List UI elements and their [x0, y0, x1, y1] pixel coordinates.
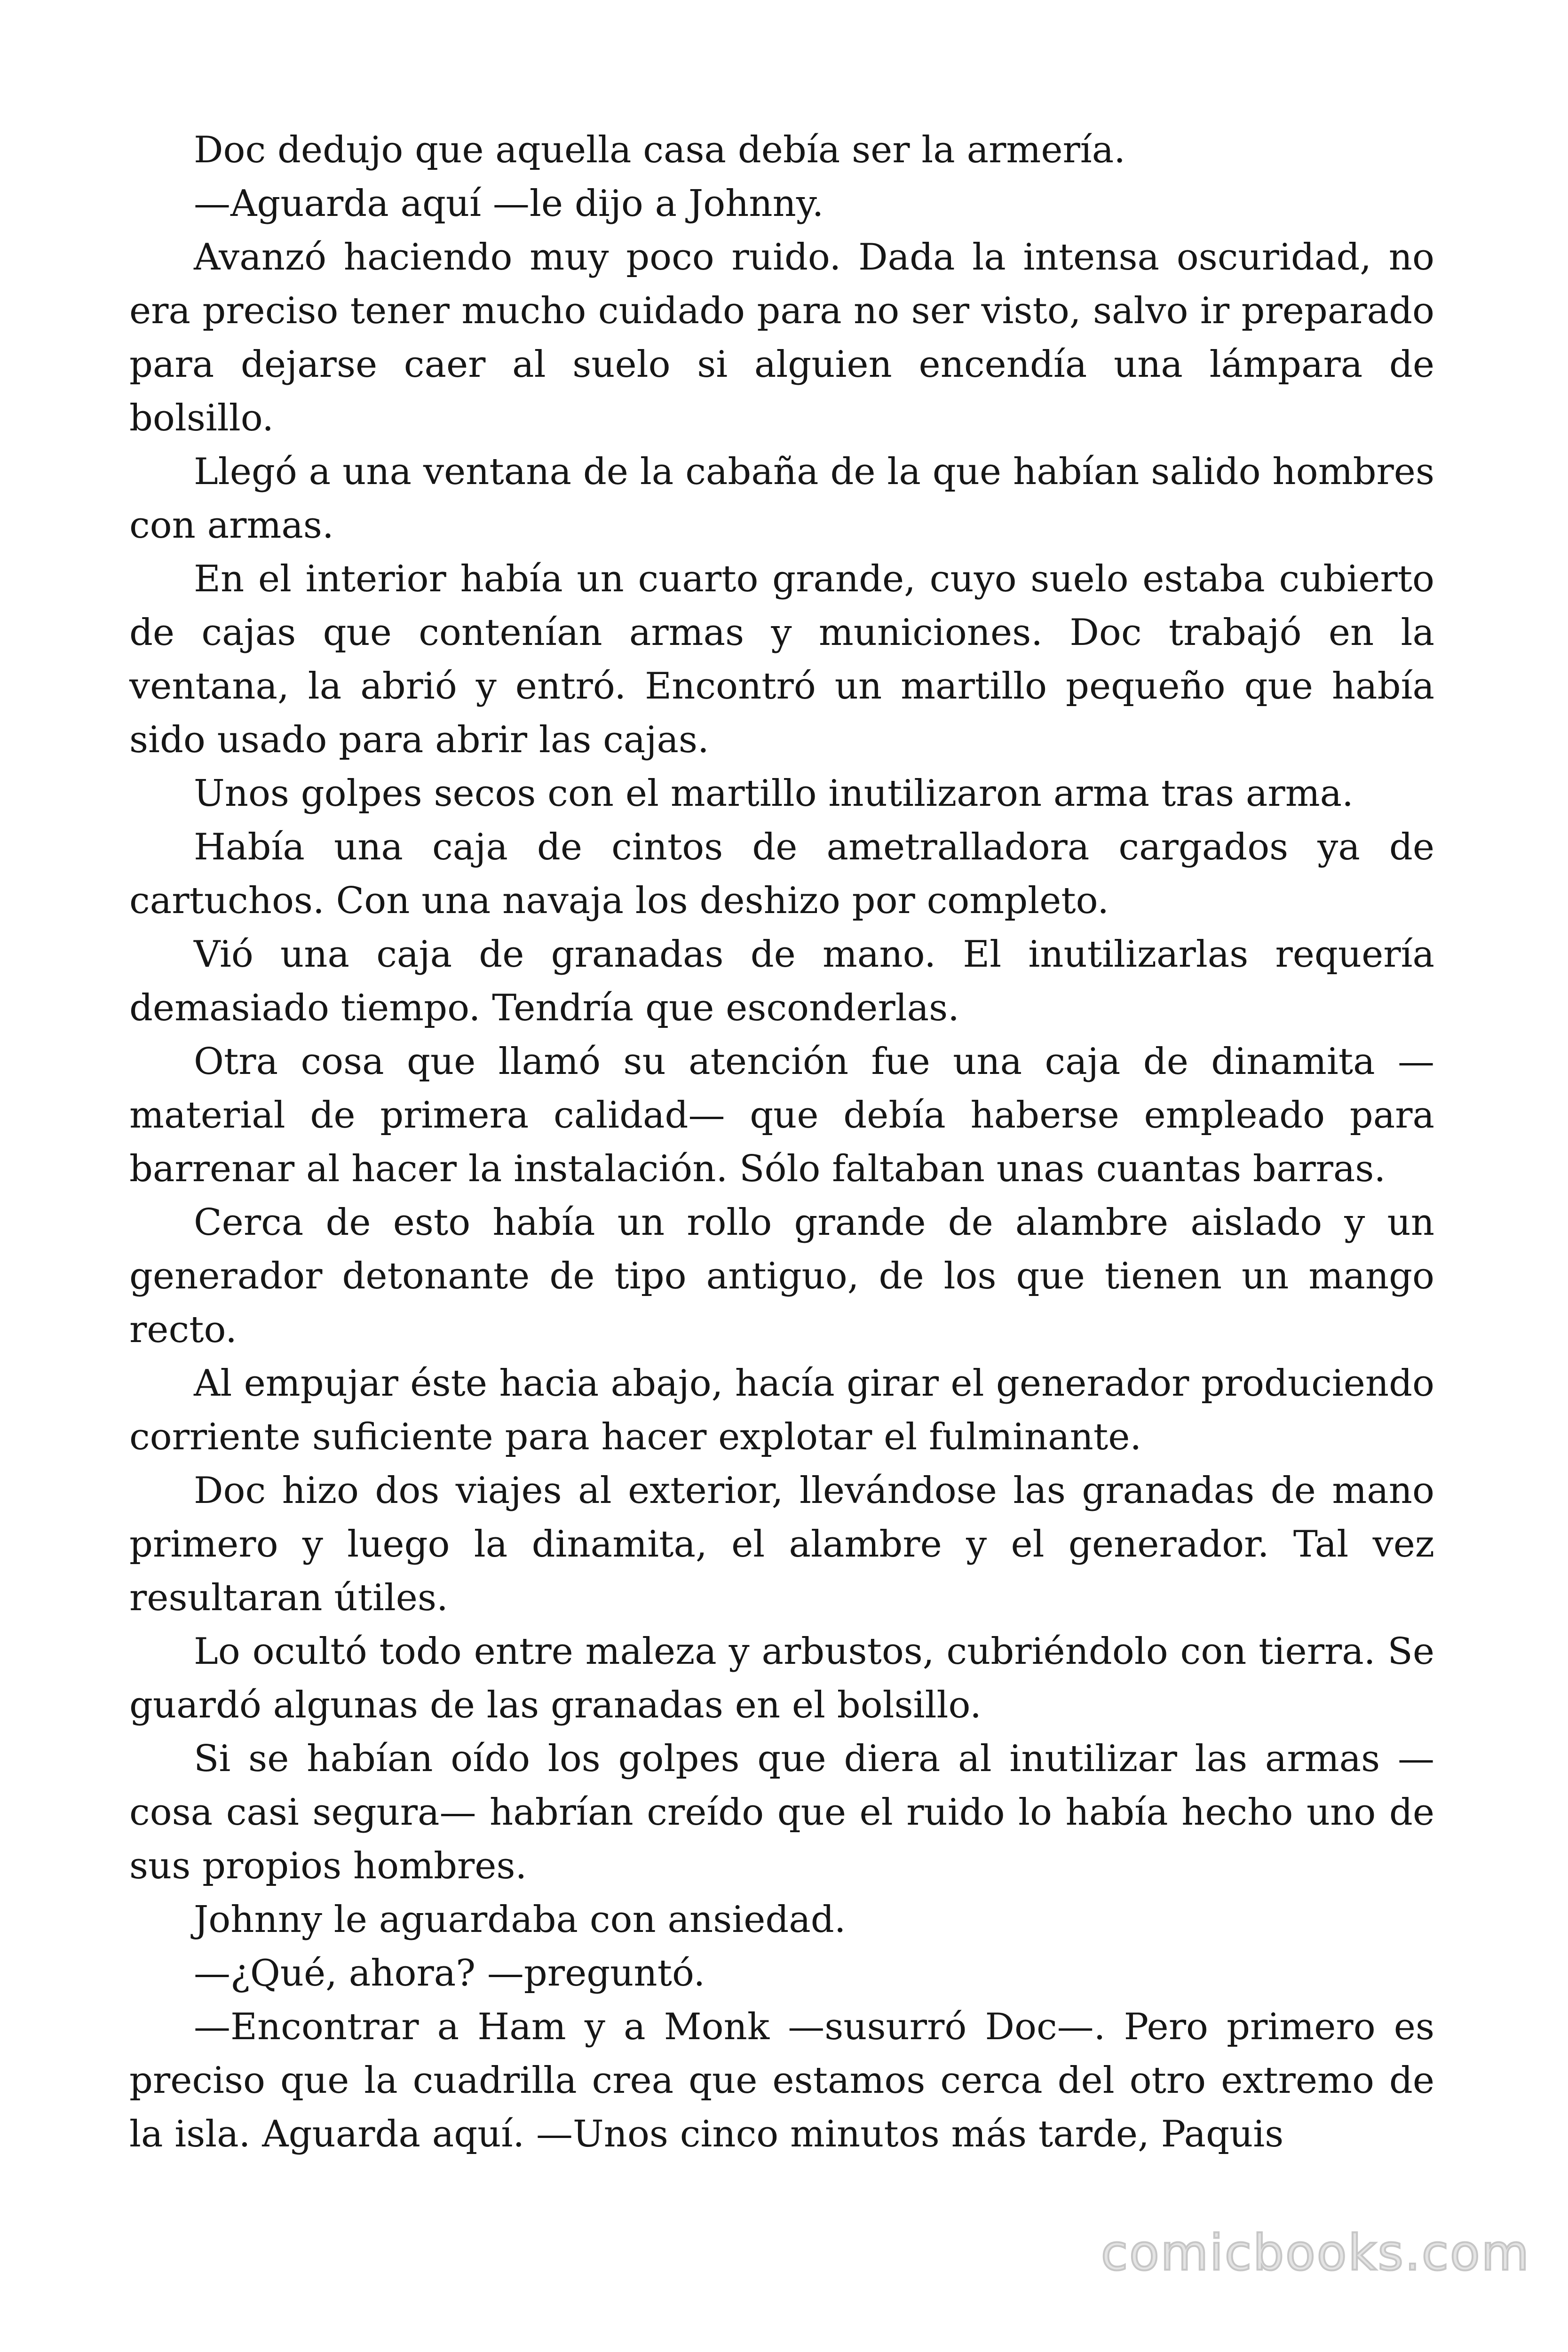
paragraph: Doc hizo dos viajes al exterior, llevándose las granadas de mano primero y luego la dinamita, el alambre y el generador. Tal vez resultaran útiles.: [129, 1470, 1434, 1619]
paragraph: Lo ocultó todo entre maleza y arbustos, cubriéndolo con tierra. Se guardó algunas de las granadas en el bolsillo.: [129, 1630, 1434, 1726]
watermark: comicbooks.com: [1101, 2224, 1530, 2281]
paragraph: Si se habían oído los golpes que diera al inutilizar las armas —cosa casi segura— habrían creído que el ruido lo había hecho uno de sus propios hombres.: [129, 1738, 1434, 1887]
paragraph: Otra cosa que llamó su atención fue una caja de dinamita —material de primera calidad— que debía haberse empleado para barrenar al hacer la instalación. Sólo faltaban unas cuantas barras.: [129, 1041, 1434, 1190]
paragraph: Unos golpes secos con el martillo inutilizaron arma tras arma.: [194, 772, 1354, 815]
paragraph: —¿Qué, ahora? —preguntó.: [194, 1952, 705, 1994]
paragraph: En el interior había un cuarto grande, cuyo suelo estaba cubierto de cajas que contenían armas y municiones. Doc trabajó en la ventana, la abrió y entró. Encontró un martillo pequeño que había sido usado para abrir las cajas.: [129, 558, 1434, 761]
paragraph: —Encontrar a Ham y a Monk —susurró Doc—. Pero primero es preciso que la cuadrilla crea que estamos cerca del otro extremo de la isla. Aguarda aquí. —Unos cinco minutos más tarde, Paquis: [129, 2006, 1434, 2155]
paragraph: Doc dedujo que aquella casa debía ser la armería.: [194, 129, 1126, 171]
paragraph: Vió una caja de granadas de mano. El inutilizarlas requería demasiado tiempo. Tendría que esconderlas.: [129, 933, 1434, 1029]
paragraph: Avanzó haciendo muy poco ruido. Dada la intensa oscuridad, no era preciso tener mucho cuidado para no ser visto, salvo ir preparado para dejarse caer al suelo si alguien encendía una lámpara de bolsillo.: [129, 236, 1434, 439]
paragraph: Al empujar éste hacia abajo, hacía girar el generador produciendo corriente suficiente para hacer explotar el fulminante.: [129, 1362, 1434, 1458]
paragraph: Había una caja de cintos de ametralladora cargados ya de cartuchos. Con una navaja los deshizo por completo.: [129, 826, 1434, 922]
paragraph: Llegó a una ventana de la cabaña de la que habían salido hombres con armas.: [129, 451, 1434, 547]
paragraph: —Aguarda aquí —le dijo a Johnny.: [194, 183, 824, 225]
paragraph: Cerca de esto había un rollo grande de alambre aislado y un generador detonante de tipo antiguo, de los que tienen un mango recto.: [129, 1201, 1434, 1351]
paragraph: Johnny le aguardaba con ansiedad.: [194, 1899, 846, 1941]
book-page-text: [129, 123, 1434, 2161]
